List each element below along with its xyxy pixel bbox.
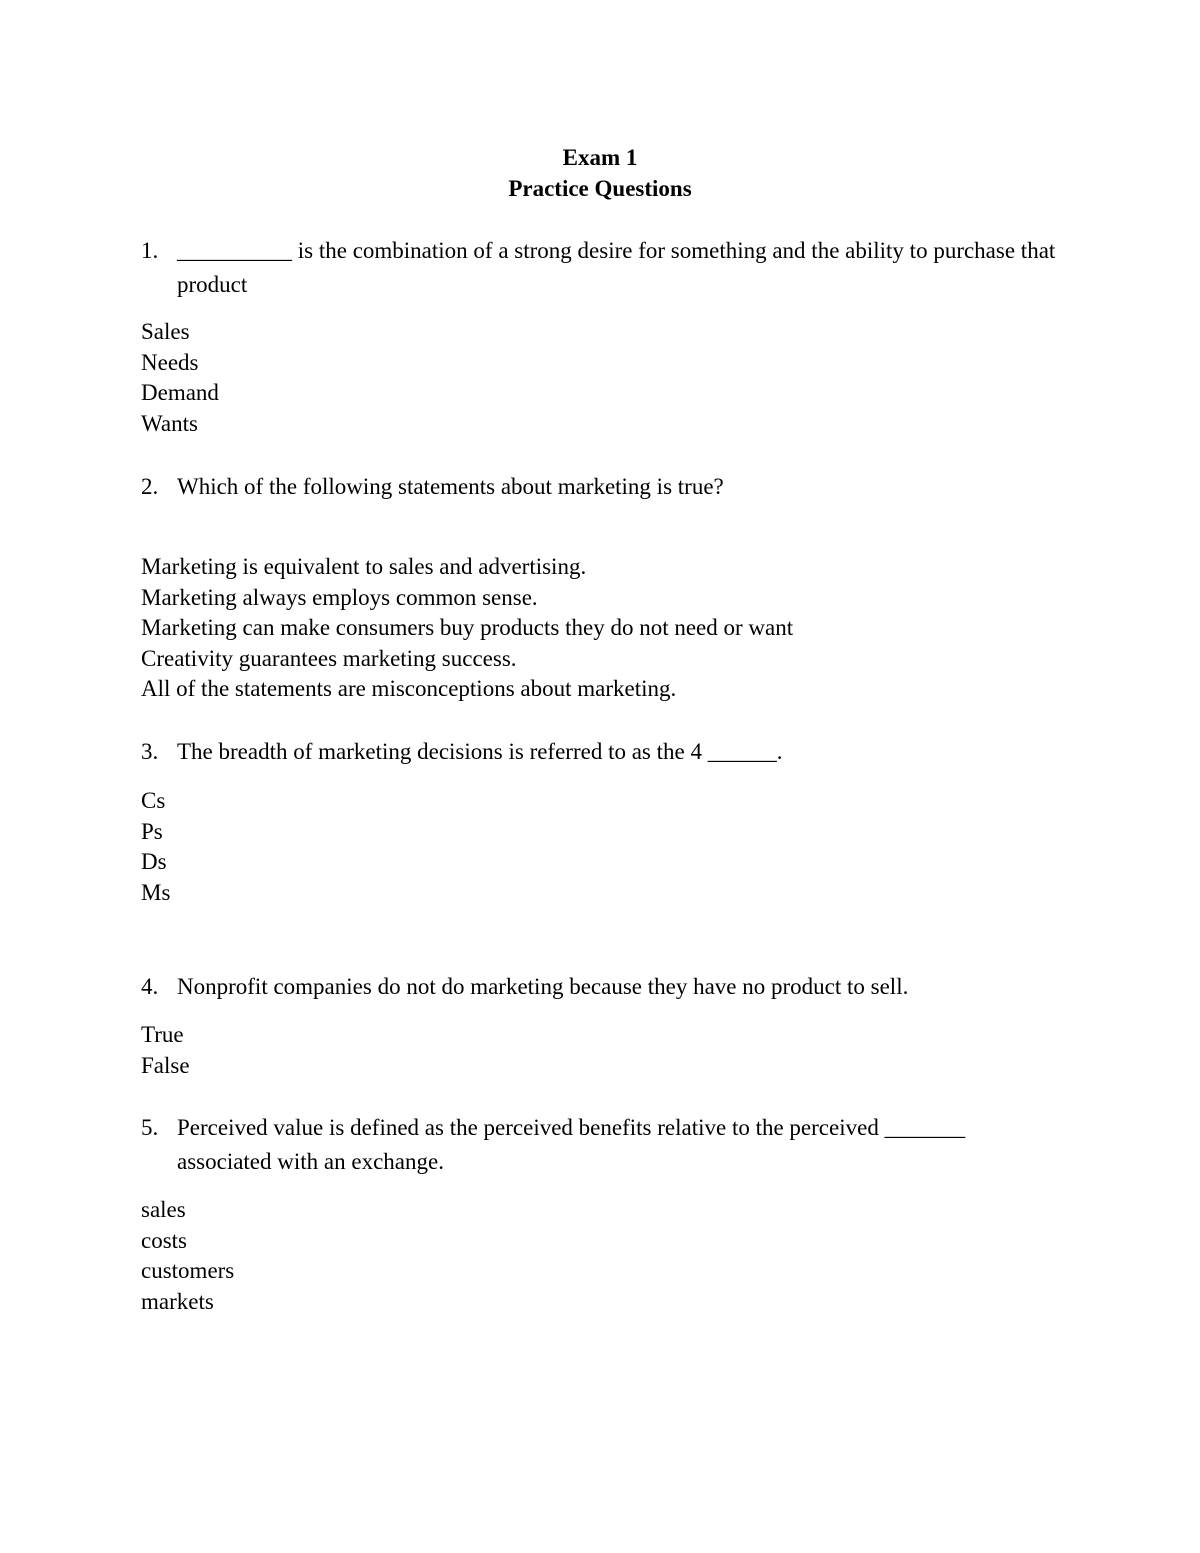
question-4 bbox=[141, 970, 1061, 1004]
question-number: 1. bbox=[141, 238, 159, 263]
question-text: Perceived value is defined as the perceived benefits relative to the perceived _______ associated with an exchange. bbox=[177, 1115, 966, 1174]
question-text: Which of the following statements about marketing is true? bbox=[177, 474, 724, 499]
question-number: 2. bbox=[141, 474, 159, 499]
answer-option: True bbox=[141, 1022, 184, 1047]
answer-option: Marketing always employs common sense. bbox=[141, 584, 538, 610]
answer-option: sales bbox=[141, 1197, 186, 1222]
question-4-options bbox=[141, 1020, 1041, 1081]
answer-option: Demand bbox=[141, 380, 219, 406]
answer-option: costs bbox=[141, 1227, 187, 1253]
question-5-options bbox=[141, 1195, 1041, 1317]
answer-option: Sales bbox=[141, 319, 190, 344]
question-5 bbox=[141, 1111, 1061, 1179]
answer-option: Needs bbox=[141, 349, 199, 375]
answer-option: False bbox=[141, 1052, 190, 1078]
answer-option: markets bbox=[141, 1288, 214, 1314]
answer-option: Ps bbox=[141, 818, 163, 844]
question-1-options bbox=[141, 317, 1041, 439]
document-title: Exam 1 bbox=[562, 145, 638, 170]
question-2 bbox=[141, 470, 1061, 504]
answer-option: Creativity guarantees marketing success. bbox=[141, 645, 517, 671]
question-3-options bbox=[141, 786, 1041, 908]
question-text: __________ is the combination of a strong desire for something and the ability to purchase that product bbox=[177, 238, 1056, 297]
question-3 bbox=[141, 735, 1061, 769]
question-text: The breadth of marketing decisions is referred to as the 4 ______. bbox=[177, 739, 783, 764]
answer-option: Wants bbox=[141, 410, 198, 436]
question-number: 5. bbox=[141, 1115, 159, 1140]
question-1 bbox=[141, 234, 1061, 302]
question-number: 3. bbox=[141, 739, 159, 764]
question-number: 4. bbox=[141, 974, 159, 999]
answer-option: Ds bbox=[141, 849, 167, 875]
answer-option: Ms bbox=[141, 879, 171, 905]
answer-option: All of the statements are misconceptions about marketing. bbox=[141, 676, 677, 702]
answer-option: Marketing is equivalent to sales and advertising. bbox=[141, 554, 587, 579]
document-subtitle: Practice Questions bbox=[508, 176, 692, 201]
question-2-options bbox=[141, 552, 1041, 705]
answer-option: Cs bbox=[141, 788, 166, 813]
answer-option: customers bbox=[141, 1258, 235, 1284]
question-text: Nonprofit companies do not do marketing because they have no product to sell. bbox=[177, 974, 909, 999]
title-block bbox=[0, 142, 1200, 204]
answer-option: Marketing can make consumers buy products they do not need or want bbox=[141, 615, 794, 641]
